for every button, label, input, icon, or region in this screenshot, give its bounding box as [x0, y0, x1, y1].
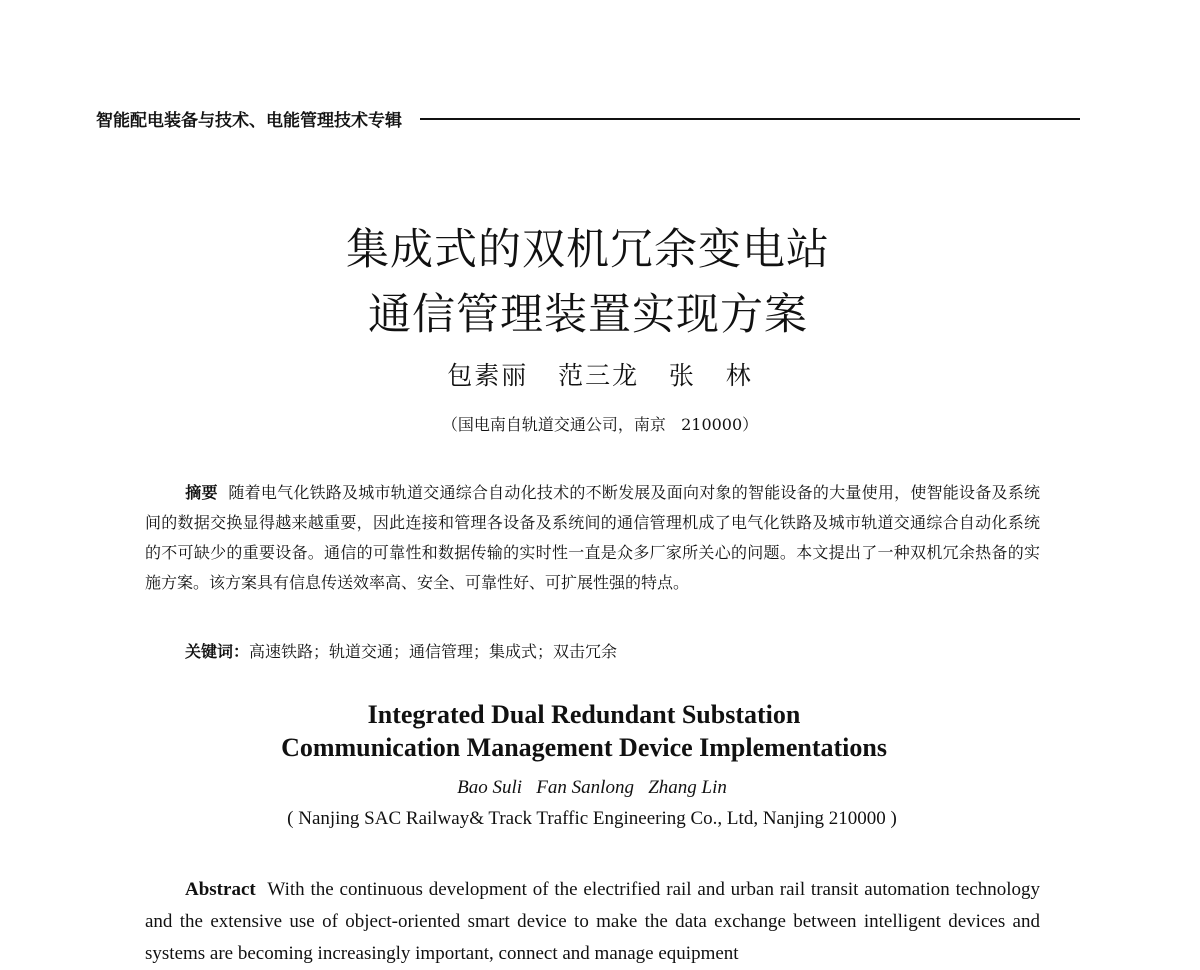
en-authors: Bao Suli Fan Sanlong Zhang Lin — [457, 777, 727, 798]
cn-affiliation: （国电南自轨道交通公司，南京 210000） — [441, 415, 759, 434]
cn-abstract — [145, 478, 1040, 598]
en-abstract-label: Abstract — [185, 879, 256, 900]
header-rule — [420, 118, 1080, 120]
cn-abstract-label: 摘要 — [185, 483, 218, 502]
cn-keywords — [185, 637, 1045, 667]
en-abstract — [145, 874, 1040, 970]
en-affiliation: ( Nanjing SAC Railway& Track Traffic Engineering Co., Ltd, Nanjing 210000 ) — [287, 808, 897, 829]
cn-keywords-label: 关键词： — [185, 642, 250, 661]
en-abstract-text: With the continuous development of the electrified rail and urban rail transit automation technology and the extensive use of object-oriented smart device to make the data exchange between intelligent devices and systems are becoming increasingly important, connect and manage equipment — [145, 879, 1041, 964]
cn-title-line1: 集成式的双机冗余变电站 — [346, 225, 830, 275]
running-header — [96, 106, 1080, 130]
cn-abstract-text: 随着电气化铁路及城市轨道交通综合自动化技术的不断发展及面向对象的智能设备的大量使用，使智能设备及系统间的数据交换显得越来越重要，因此连接和管理各设备及系统间的通信管理机成了电气化铁路及城市轨道交通综合自动化系统的不可缺少的重要设备。通信的可靠性和数据传输的实时性一直是众多厂家所关心的问题。本文提出了一种双机冗余热备的实施方案。该方案具有信息传送效率高、安全、可靠性好、可扩展性强的特点。 — [145, 483, 1040, 592]
cn-title-line2: 通信管理装置实现方案 — [368, 290, 808, 340]
en-title-line2: Communication Management Device Implementations — [281, 733, 887, 762]
cn-authors: 包素丽 范三龙 张 林 — [447, 361, 753, 390]
cn-keywords-text: 高速铁路；轨道交通；通信管理；集成式；双击冗余 — [249, 642, 618, 661]
journal-column-label: 智能配电装备与技术、电能管理技术专辑 — [96, 110, 402, 131]
en-title-line1: Integrated Dual Redundant Substation — [367, 700, 801, 729]
